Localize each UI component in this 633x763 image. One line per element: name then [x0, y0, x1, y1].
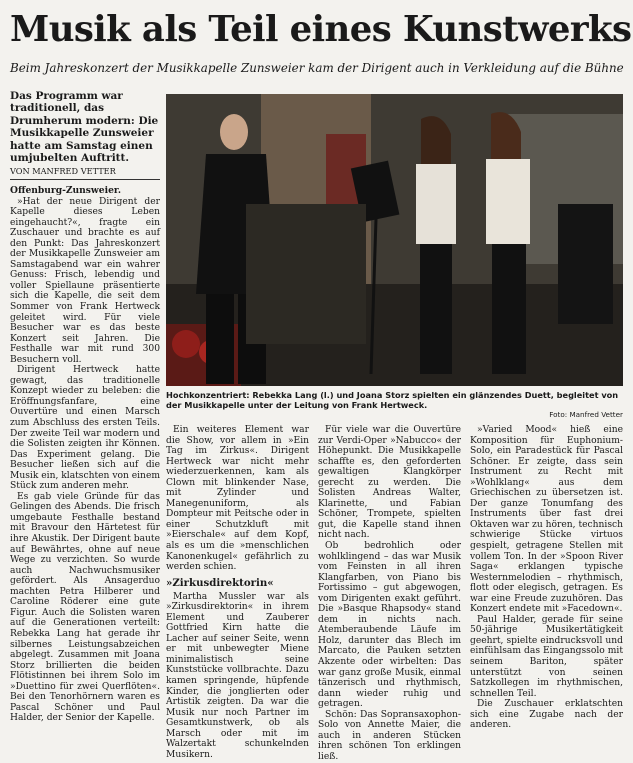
article-paragraph [10, 186, 160, 197]
subhead: Beim Jahreskonzert der Musikkapelle Zunsweier kam der Dirigent auch in Verkleidung auf die Bühne [10, 61, 624, 75]
article-paragraph: Die Zuschauer erklatschten sich eine Zugabe nach der anderen. [470, 699, 623, 731]
photo-caption [166, 390, 623, 421]
caption-text: Hochkonzentriert: Rebekka Lang (l.) und Joana Storz spielten ein glänzendes Duett, begleitet von der Musikkapelle unter der Leitung von Frank Hertweck. [166, 390, 619, 411]
article-paragraph: Ob bedrohlich oder wohlklingend – das war Musik vom Feinsten in all ihren Klangfarben, von Piano bis Fortissimo – gut abgewogen, vom Dirigenten exakt geführt. Die »Basque Rhapsody« stand dem in nichts nach. Atemberaubende Läufe im Holz, darunter das Blech im Marcato, die Pauken setzten Akzente oder wirbelten: Das war ganz große Musik, einmal tänzerisch und rhythmisch, dann wieder ruhig und getragen. [318, 541, 461, 710]
article-paragraph: »Varied Mood« hieß eine Komposition für Euphonium-Solo, ein Paradestück für Pascal Schöner. Er zeigte, dass sein Instrument zu Recht mit »Wohlklang« aus dem Griechischen zu übersetzen ist. Der ganze Tonumfang des Instruments über fast drei Oktaven war zu hören, technisch schwierige Stücke virtuos gespielt, getragene Stellen mit vollem Ton. In der »Spoon River Saga« erklangen typische Westernmelodien – rhythmisch, flott oder elegisch, getragen. Es war eine Freude zuzuhören. Das Konzert endete mit »Facedown«. [470, 425, 623, 615]
article-paragraph: Es gab viele Gründe für das Gelingen des Abends. Die frisch umgebaute Festhalle bestand mit Bravour den Härtetest für ihre Akustik. Der Dirigent baute auf Bewährtes, ohne auf neue Wege zu verzichten. So wurde auch Nachwuchsmusiker gefördert. Als Ansagerduo machten Petra Hilberer und Caroline Röderer eine gute Figur. Auch die Solisten waren auf die Generationen verteilt: Rebekka Lang hat gerade ihr silbernes Leistungsabzeichen abgelegt. Zusammen mit Joana Storz brillierten die beiden Flötistinnen bei ihrem Solo im »Duettino für zwei Querflöten«. Bei den Tenorhörnern waren es Pascal Schöner und Paul Halder, der Senior der Kapelle. [10, 491, 160, 724]
column-1 [10, 90, 160, 724]
headline: Musik als Teil eines Kunstwerks [10, 9, 632, 50]
article-paragraph: Dirigent Hertweck hatte gewagt, das traditionelle Konzept wieder zu beleben: die Eröffnungsfanfare, eine Ouvertüre und einen Marsch zum Abschluss des ersten Teils. Der zweite Teil war modern und die Solisten zeigten ihr Können. Das Experiment gelang. Die Besucher ließen sich auf die Musik ein, klatschten von einem Stück zum anderen mehr. [10, 365, 160, 492]
article-paragraph: Schön: Das Sopransaxophon-Solo von Annette Maier, die auch in anderen Stücken ihren schönen Ton erklingen ließ. [318, 709, 461, 762]
article-paragraph: Paul Halder, gerade für seine 50-jährige Musikertätigkeit geehrt, spielte eindrucksvoll und einfühlsam das Eingangssolo mit seinem Bariton, später unterstützt von seinen Satzkollegen im rhythmischen, schnellen Teil. [470, 614, 623, 699]
concert-photo-illustration [166, 94, 623, 386]
dateline: Offenburg-Zunsweier. [10, 184, 122, 196]
lead-paragraph: Das Programm war traditionell, das Drumherum modern: Die Musikkapelle Zunsweier hatte am Samstag einen umjubelten Auftritt. [10, 90, 159, 165]
column-2 [166, 425, 309, 760]
byline: VON MANFRED VETTER [10, 166, 160, 180]
photo-credit: Foto: Manfred Vetter [549, 410, 623, 420]
concert-photo [166, 94, 623, 386]
article-paragraph: Ein weiteres Element war die Show, vor allem in »Ein Tag im Zirkus«. Dirigent Hertweck war nicht mehr wiederzuerkennen, kam als Clown mit blinkender Nase, mit Zylinder und Manegenuniform, als Dompteur mit Peitsche oder in einer Schutzkluft mit »Eierschale« auf dem Kopf, als es um die »menschlichen Kanonenkugel« gefährlich zu werden schien. [166, 425, 309, 573]
column-3 [318, 425, 461, 763]
column-4 [470, 425, 623, 731]
article-paragraph: Martha Mussler war als »Zirkusdirektorin« in ihrem Element und Zauberer Gottfried Kirn hatte die Lacher auf seiner Seite, wenn er mit unbewegter Miene minimalistisch seine Kunststücke vollbrachte. Dazu kamen springende, hüpfende Kinder, die jonglierten oder Artistik zeigten. Da war die Musik nur noch Partner im Gesamtkunstwerk, ob als Marsch oder mit im Walzertakt schunkelnden Musikern. [166, 591, 309, 760]
article-paragraph: »Hat der neue Dirigent der Kapelle dieses Leben eingehaucht?«, fragte ein Zuschauer und brachte es auf den Punkt: Das Jahreskonzert der Musikkapelle Zunsweier am Samstagabend war ein wahrer Genuss: Frisch, lebendig und voller Spiellaune präsentierte sich die Kapelle, die seit dem Sommer von Frank Hertweck geleitet wird. Für viele Besucher war es das beste Konzert seit Jahren. Die Festhalle war mit rund 300 Besuchern voll. [10, 196, 160, 365]
article-paragraph: Für viele war die Ouvertüre zur Verdi-Oper »Nabucco« der Höhepunkt. Die Musikkapelle schaffte es, den geforderten gewaltigen Klangkörper gerecht zu werden. Die Solisten Andreas Walter, Klarinette, und Fabian Schöner, Trompete, spielten gut, die Kapelle stand ihnen nicht nach. [318, 425, 461, 541]
subheading: »Zirkusdirektorin« [166, 576, 274, 589]
